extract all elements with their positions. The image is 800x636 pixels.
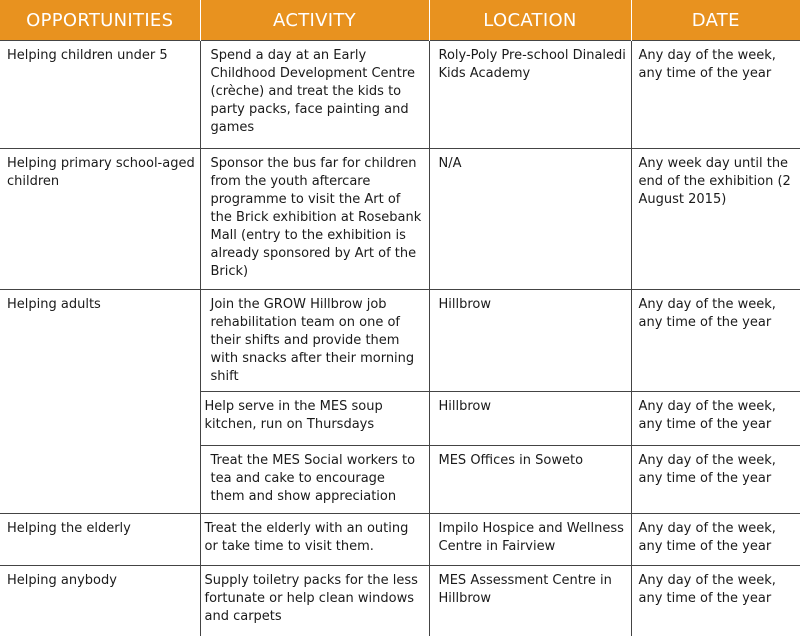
table-header <box>0 0 800 41</box>
date-cell: Any day of the week, any time of the year <box>631 566 800 636</box>
location-cell: MES Assessment Centre in Hillbrow <box>429 566 631 636</box>
table-row <box>0 149 800 290</box>
date-cell: Any week day until the end of the exhibition (2 August 2015) <box>631 149 800 290</box>
activity-cell: Join the GROW Hillbrow job rehabilitation team on one of their shifts and provide them with snacks after their morning shift <box>200 290 429 392</box>
activity-cell: Spend a day at an Early Childhood Development Centre (crèche) and treat the kids to party packs, face painting and games <box>200 41 429 149</box>
header-row <box>0 0 800 41</box>
location-cell: Roly-Poly Pre-school Dinaledi Kids Academy <box>429 41 631 149</box>
activity-cell: Help serve in the MES soup kitchen, run on Thursdays <box>200 392 429 446</box>
table-row <box>0 290 800 392</box>
activity-cell: Treat the elderly with an outing or take time to visit them. <box>200 514 429 566</box>
date-cell: Any day of the week, any time of the year <box>631 392 800 446</box>
header-date: DATE <box>631 0 800 41</box>
location-cell: Hillbrow <box>429 392 631 446</box>
activity-cell: Treat the MES Social workers to tea and cake to encourage them and show appreciation <box>200 446 429 514</box>
date-cell: Any day of the week, any time of the year <box>631 514 800 566</box>
opportunity-cell: Helping the elderly <box>0 514 200 566</box>
opportunity-cell: Helping primary school-aged children <box>0 149 200 290</box>
activity-cell: Sponsor the bus far for children from the youth aftercare programme to visit the Art of the Brick exhibition at Rosebank Mall (entry to the exhibition is already sponsored by Art of the Brick) <box>200 149 429 290</box>
date-cell: Any day of the week, any time of the year <box>631 446 800 514</box>
location-cell: Impilo Hospice and Wellness Centre in Fairview <box>429 514 631 566</box>
location-cell: MES Offices in Soweto <box>429 446 631 514</box>
location-cell: Hillbrow <box>429 290 631 392</box>
opportunity-cell: Helping adults <box>0 290 200 514</box>
location-cell: N/A <box>429 149 631 290</box>
table-row <box>0 41 800 149</box>
activity-cell: Supply toiletry packs for the less fortunate or help clean windows and carpets <box>200 566 429 636</box>
date-cell: Any day of the week, any time of the year <box>631 41 800 149</box>
date-cell: Any day of the week, any time of the year <box>631 290 800 392</box>
table-body <box>0 41 800 636</box>
opportunity-cell: Helping children under 5 <box>0 41 200 149</box>
table-row <box>0 514 800 566</box>
header-location: LOCATION <box>429 0 631 41</box>
header-activity: ACTIVITY <box>200 0 429 41</box>
header-opportunities: OPPORTUNITIES <box>0 0 200 41</box>
opportunity-cell: Helping anybody <box>0 566 200 636</box>
table-row <box>0 566 800 636</box>
